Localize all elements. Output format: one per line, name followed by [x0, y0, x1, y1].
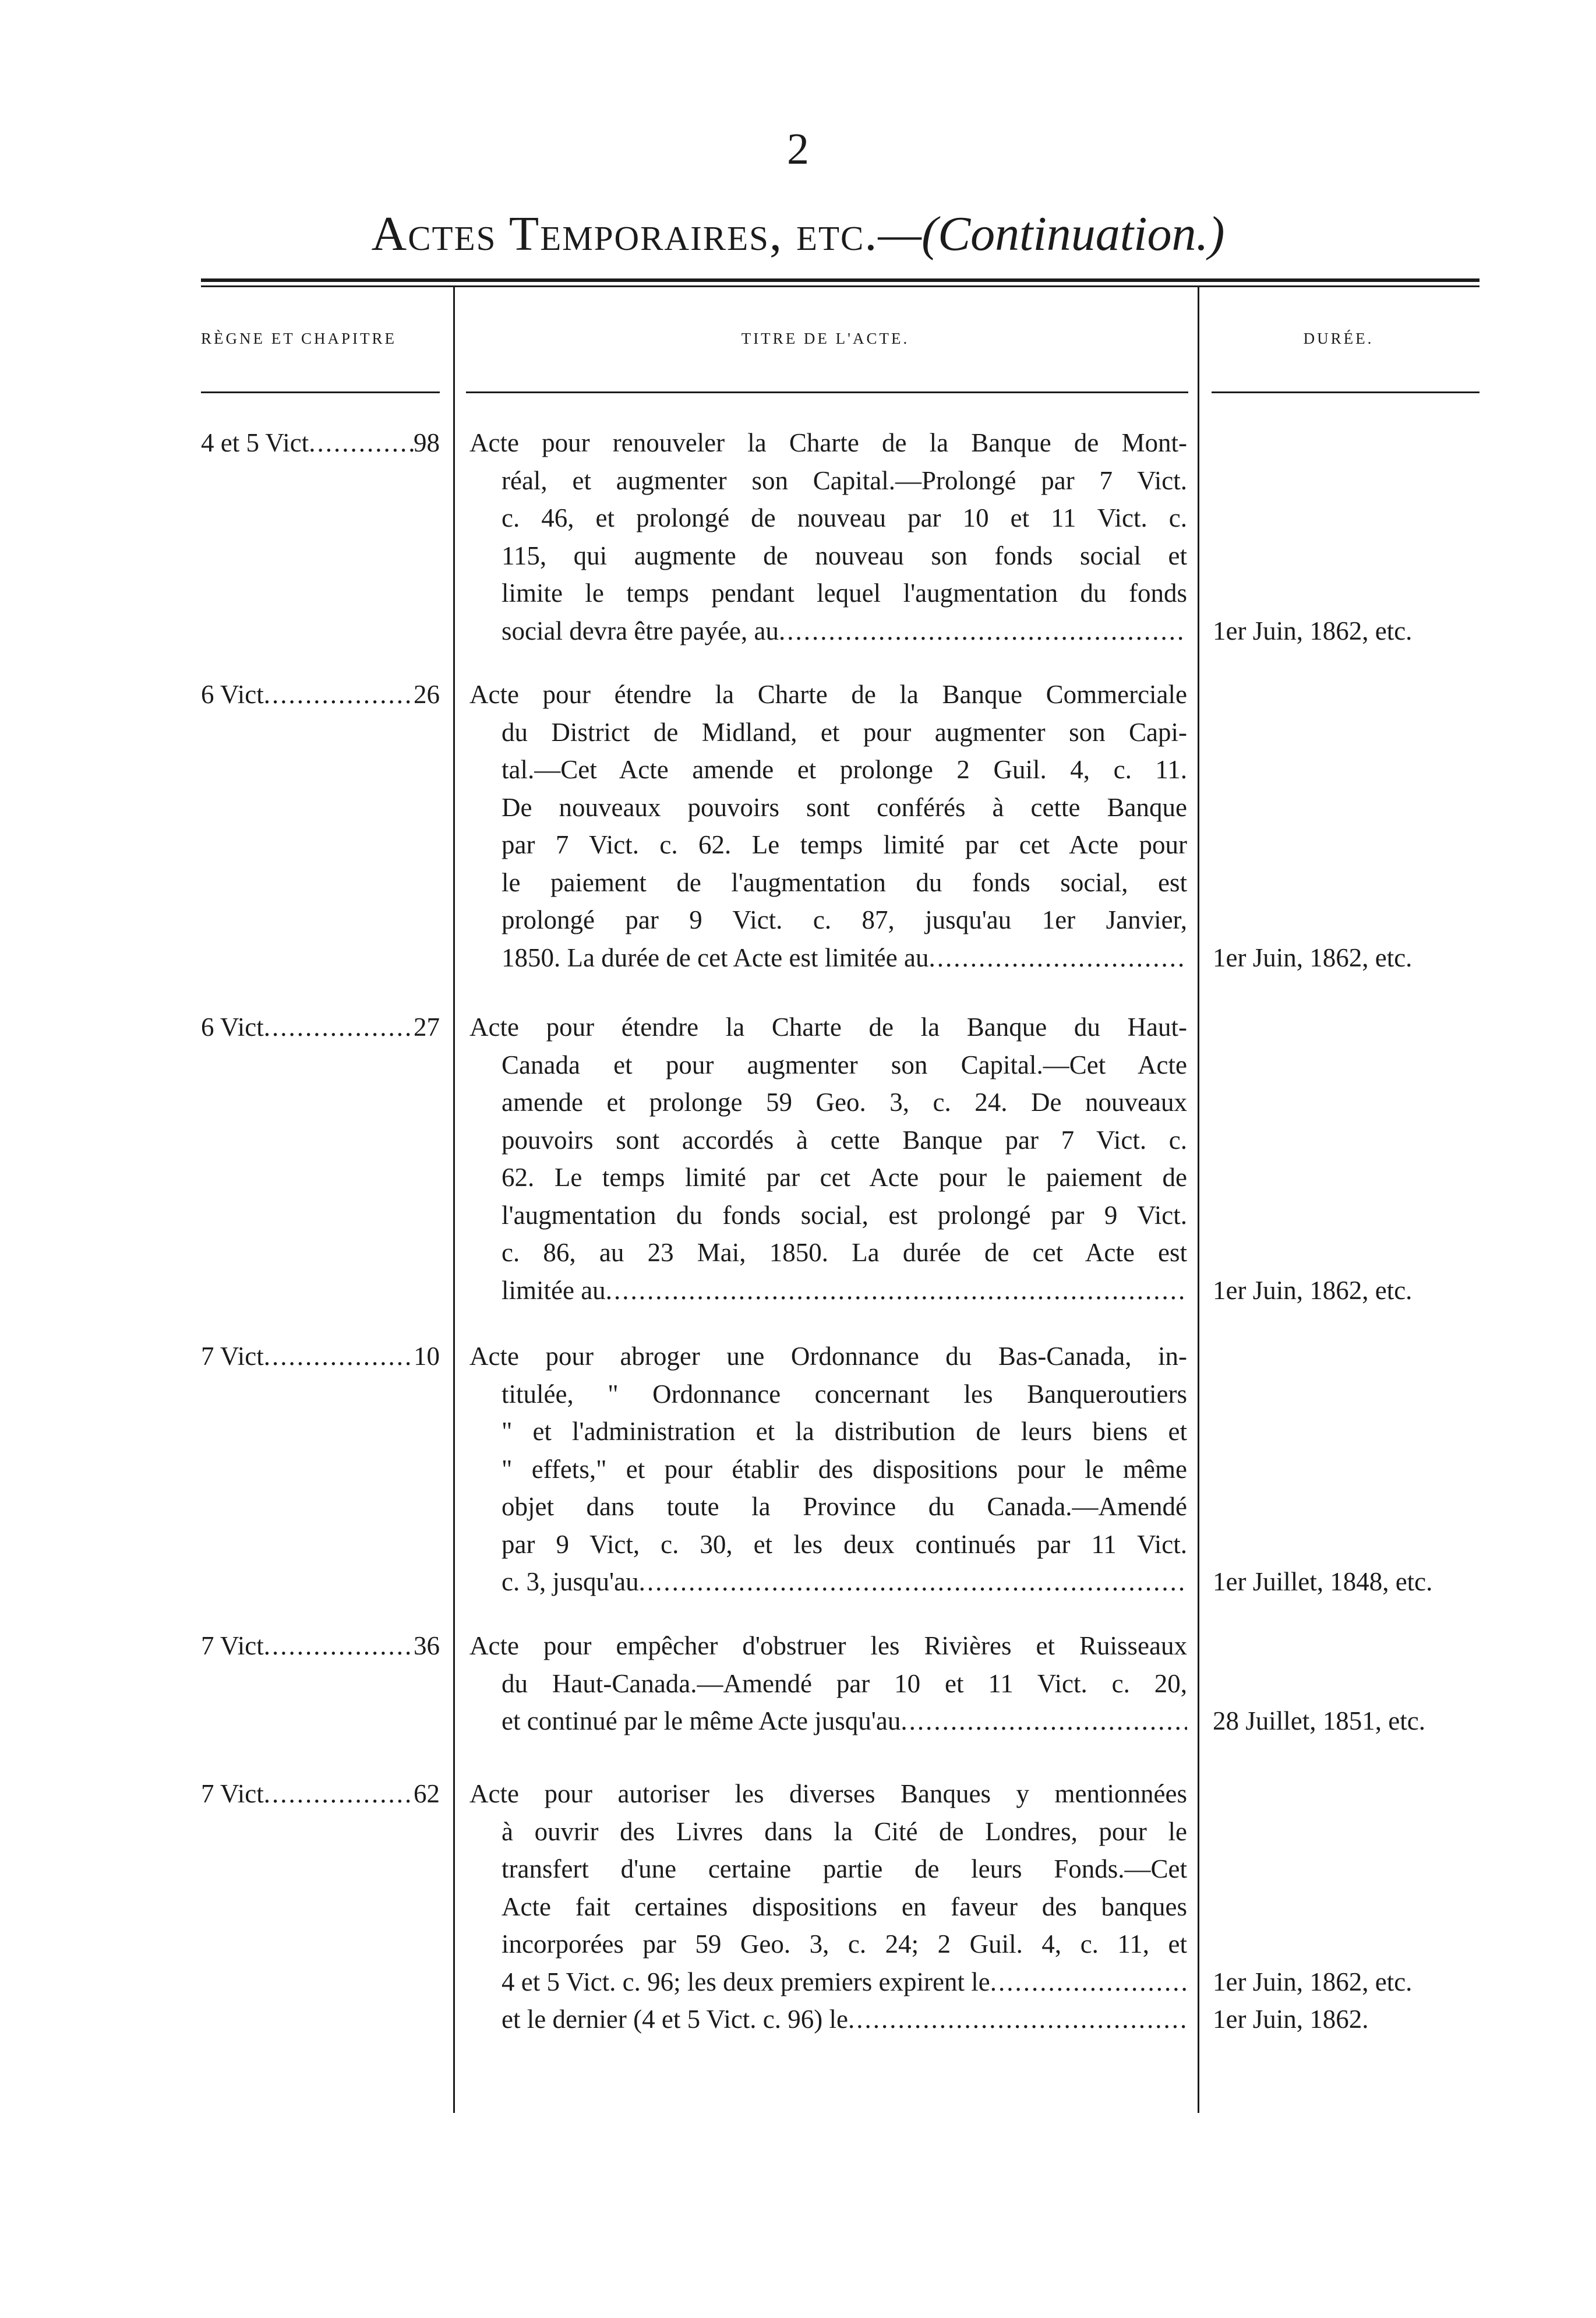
titre-line: prolongé par 9 Vict. c. 87, jusqu'au 1er Janvier,	[502, 905, 1187, 934]
titre-line-text: 1850. La durée de cet Acte est limitée au	[502, 943, 929, 972]
regne-label: 7 Vict	[201, 1631, 264, 1660]
titre-line: Canada et pour augmenter son Capital.—Cet Acte	[502, 1050, 1187, 1079]
titre-line	[469, 2001, 1187, 2038]
duree-value: 1er Juillet, 1848, etc.	[1213, 1567, 1433, 1596]
regne-label: 6 Vict	[201, 680, 264, 709]
regne-label: 6 Vict	[201, 1012, 264, 1042]
header-rule-regne	[201, 391, 440, 393]
chapitre-number: 26	[414, 680, 440, 709]
titre-acte	[469, 1008, 1187, 1309]
titre-line-text: limitée au	[502, 1275, 606, 1305]
duree-value: 1er Juin, 1862, etc.	[1213, 616, 1413, 645]
titre-line: " et l'administration et la distribution de leurs biens et	[502, 1417, 1187, 1446]
titre-line-text: et continué par le même Acte jusqu'au	[502, 1706, 901, 1735]
titre-line: c. 46, et prolongé de nouveau par 10 et 11 Vict. c.	[502, 503, 1187, 532]
duree-value: 1er Juin, 1862, etc.	[1213, 943, 1413, 972]
titre-line: c. 86, au 23 Mai, 1850. La durée de cet Acte est	[502, 1238, 1187, 1267]
titre-line	[469, 1963, 1187, 2001]
header-rule-duree	[1212, 391, 1480, 393]
titre-line-text: 4 et 5 Vict. c. 96; les deux premiers expirent le	[502, 1967, 990, 1996]
titre-acte	[469, 1627, 1187, 1740]
regne-chapitre	[201, 1008, 440, 1046]
chapitre-number: 36	[414, 1631, 440, 1660]
titre-line: transfert d'une certaine partie de leurs Fonds.—Cet	[502, 1854, 1187, 1883]
col-header-titre: TITRE DE L'ACTE.	[741, 330, 910, 347]
duree-value: 1er Juin, 1862, etc.	[1213, 1275, 1413, 1305]
regne-chapitre	[201, 1627, 440, 1665]
dot-leader	[990, 1963, 1187, 2001]
regne-label: 4 et 5 Vict	[201, 428, 309, 457]
titre-line: l'augmentation du fonds social, est prolongé par 9 Vict.	[502, 1200, 1187, 1230]
dot-leader	[264, 1008, 414, 1046]
titre-line: Acte pour étendre la Charte de la Banque Commerciale	[469, 680, 1187, 709]
regne-chapitre	[201, 676, 440, 714]
dot-leader	[264, 1775, 414, 1813]
titre-line: limite le temps pendant lequel l'augmentation du fonds	[502, 578, 1187, 608]
duree-value: 1er Juin, 1862, etc.	[1213, 1967, 1413, 1996]
titre-acte	[469, 1775, 1187, 2038]
header-rule-top	[201, 278, 1480, 282]
regne-label: 7 Vict	[201, 1342, 264, 1371]
titre-acte	[469, 1338, 1187, 1601]
dot-leader	[606, 1272, 1187, 1310]
titre-line: objet dans toute la Province du Canada.—Amendé	[502, 1492, 1187, 1521]
dot-leader	[309, 424, 414, 462]
titre-line: à ouvrir des Livres dans la Cité de Londres, pour le	[502, 1816, 1187, 1846]
titre-line: du District de Midland, et pour augmenter son Capi-	[502, 717, 1187, 747]
titre-line	[469, 1563, 1187, 1601]
col-divider-1	[453, 287, 455, 2113]
dot-leader	[639, 1563, 1187, 1601]
titre-line: pouvoirs sont accordés à cette Banque par 7 Vict. c.	[502, 1125, 1187, 1155]
titre-line: 115, qui augmente de nouveau son fonds social et	[502, 541, 1187, 570]
titre-line: 62. Le temps limité par cet Acte pour le paiement de	[502, 1163, 1187, 1192]
titre-line	[469, 1702, 1187, 1740]
titre-line: par 9 Vict, c. 30, et les deux continués par 11 Vict.	[502, 1529, 1187, 1559]
dot-leader	[779, 612, 1187, 650]
regne-chapitre	[201, 424, 440, 462]
titre-line: Acte pour autoriser les diverses Banques y mentionnées	[469, 1779, 1187, 1808]
dot-leader	[264, 676, 414, 714]
title-main: Actes Temporaires, etc.	[371, 207, 878, 261]
regne-label: 7 Vict	[201, 1779, 264, 1808]
titre-line: titulée, " Ordonnance concernant les Banqueroutiers	[502, 1379, 1187, 1409]
titre-line: du Haut-Canada.—Amendé par 10 et 11 Vict. c. 20,	[502, 1668, 1187, 1698]
page-number: 2	[787, 125, 809, 174]
titre-line-text: social devra être payée, au	[502, 616, 779, 645]
titre-line: Acte pour empêcher d'obstruer les Rivières et Ruisseaux	[469, 1631, 1187, 1660]
chapitre-number: 62	[414, 1779, 440, 1808]
titre-line	[469, 1272, 1187, 1310]
dot-leader	[901, 1702, 1187, 1740]
dot-leader	[928, 939, 1187, 977]
header-rule-bottom	[201, 285, 1480, 287]
titre-line	[469, 939, 1187, 977]
titre-line: Acte pour renouveler la Charte de la Banque de Mont-	[469, 428, 1187, 457]
header-rule-titre	[466, 391, 1188, 393]
titre-line: le paiement de l'augmentation du fonds social, est	[502, 867, 1187, 897]
titre-line: tal.—Cet Acte amende et prolonge 2 Guil. 4, c. 11.	[502, 755, 1187, 784]
page-title	[0, 207, 1596, 261]
titre-line: De nouveaux pouvoirs sont conférés à cette Banque	[502, 792, 1187, 822]
regne-chapitre	[201, 1338, 440, 1375]
titre-acte	[469, 676, 1187, 976]
titre-line: Acte pour étendre la Charte de la Banque du Haut-	[469, 1012, 1187, 1042]
chapitre-number: 27	[414, 1012, 440, 1042]
titre-line-text: c. 3, jusqu'au	[502, 1567, 639, 1596]
col-divider-2	[1198, 287, 1199, 2113]
col-header-duree: DURÉE.	[1303, 330, 1374, 347]
titre-line: incorporées par 59 Geo. 3, c. 24; 2 Guil. 4, c. 11, et	[502, 1929, 1187, 1959]
title-continuation: —(Continuation.)	[878, 207, 1225, 261]
titre-acte	[469, 424, 1187, 650]
titre-line: Acte fait certaines dispositions en faveur des banques	[502, 1892, 1187, 1921]
titre-line: réal, et augmenter son Capital.—Prolongé par 7 Vict.	[502, 465, 1187, 495]
titre-line	[469, 612, 1187, 650]
titre-line: amende et prolonge 59 Geo. 3, c. 24. De nouveaux	[502, 1088, 1187, 1117]
titre-line: Acte pour abroger une Ordonnance du Bas-Canada, in-	[469, 1342, 1187, 1371]
chapitre-number: 98	[414, 428, 440, 457]
duree-value: 28 Juillet, 1851, etc.	[1213, 1706, 1425, 1735]
duree-value: 1er Juin, 1862.	[1213, 2005, 1369, 2034]
chapitre-number: 10	[414, 1342, 440, 1371]
dot-leader	[848, 2001, 1187, 2038]
dot-leader	[264, 1627, 414, 1665]
col-header-regne: RÈGNE ET CHAPITRE	[201, 330, 397, 347]
titre-line-text: et le dernier (4 et 5 Vict. c. 96) le	[502, 2005, 848, 2034]
titre-line: " effets," et pour établir des dispositions pour le même	[502, 1454, 1187, 1484]
titre-line: par 7 Vict. c. 62. Le temps limité par cet Acte pour	[502, 830, 1187, 859]
regne-chapitre	[201, 1775, 440, 1813]
dot-leader	[264, 1338, 414, 1375]
